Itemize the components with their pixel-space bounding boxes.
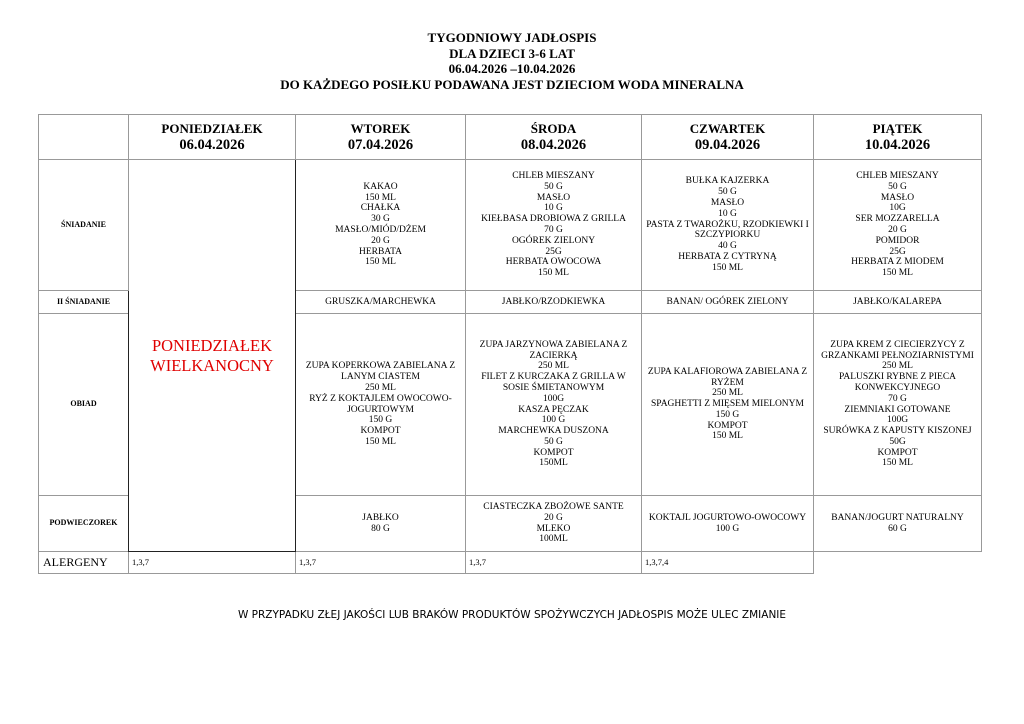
- menu-line: 50 G: [544, 436, 563, 447]
- day-header-tuesday: WTOREK 07.04.2026: [296, 115, 466, 160]
- menu-line: ZUPA JARZYNOWA ZABIELANA Z ZACIERKĄ: [479, 339, 628, 361]
- menu-audience: DLA DZIECI 3-6 LAT: [449, 45, 575, 61]
- menu-line: ZIEMNIAKI GOTOWANE: [844, 404, 951, 415]
- snack-thursday: [642, 496, 814, 552]
- menu-line: PASTA Z TWAROŻKU, RZODKIEWKI I SZCZYPIORKU: [646, 219, 809, 241]
- second-breakfast-thursday: BANAN/ OGÓREK ZIELONY: [642, 291, 814, 314]
- menu-line: BUŁKA KAJZERKA: [685, 176, 770, 187]
- lunch-wednesday: [466, 314, 642, 496]
- menu-line: 250 ML: [882, 361, 913, 372]
- snack-tuesday: [296, 496, 466, 552]
- menu-line: PALUSZKI RYBNE Z PIECA KONWEKCYJNEGO: [838, 372, 957, 393]
- menu-line: ZUPA KALAFIOROWA ZABIELANA Z RYŻEM: [647, 366, 808, 388]
- menu-line: 50 G: [888, 181, 907, 192]
- meal-label-second-breakfast: II ŚNIADANIE: [39, 291, 129, 314]
- breakfast-wednesday: [466, 160, 642, 291]
- menu-dates: 06.04.2026 –10.04.2026: [448, 61, 576, 76]
- water-note: DO KAŻDEGO POSIŁKU PODAWANA JEST DZIECIOM WODA MINERALNA: [280, 76, 744, 92]
- menu-line: 250 ML: [712, 388, 743, 399]
- meal-label-lunch: OBIAD: [39, 314, 129, 496]
- menu-line: BANAN/JOGURT NATURALNY: [831, 512, 964, 523]
- menu-line: JABŁKO: [362, 512, 399, 523]
- menu-line: 250 ML: [538, 361, 569, 372]
- menu-line: MASŁO: [880, 192, 915, 203]
- menu-line: 30 G: [371, 214, 390, 225]
- day-header-monday: PONIEDZIAŁEK 06.04.2026: [129, 115, 296, 160]
- allergens-thursday: 1,3,7: [466, 552, 642, 574]
- menu-line: 100G: [542, 393, 565, 404]
- meal-label-breakfast: ŚNIADANIE: [39, 160, 129, 291]
- menu-line: 70 G: [544, 225, 563, 235]
- menu-line: KOMPOT: [707, 420, 748, 431]
- menu-line: HERBATA OWOCOWA: [505, 257, 602, 268]
- menu-line: 150 ML: [712, 262, 743, 273]
- menu-line: 50 G: [718, 187, 737, 198]
- menu-line: 150 ML: [712, 431, 743, 442]
- menu-line: 10 G: [544, 203, 563, 214]
- menu-line: CHLEB MIESZANY: [512, 171, 595, 182]
- menu-line: ZUPA KOPERKOWA ZABIELANA Z LANYM CIASTEM: [305, 361, 456, 383]
- breakfast-tuesday: [296, 160, 466, 291]
- menu-line: RYŻ Z KOKTAJLEM OWOCOWO-JOGURTOWYM: [309, 393, 452, 415]
- menu-line: CHAŁKA: [360, 203, 401, 214]
- menu-line: 100 G: [715, 523, 740, 534]
- menu-table: [38, 114, 982, 574]
- allergens-friday: 1,3,7,4: [642, 552, 814, 574]
- menu-line: 150 ML: [882, 458, 913, 469]
- menu-line: 150 ML: [538, 268, 569, 279]
- menu-line: 100ML: [539, 534, 568, 545]
- menu-line: ZUPA KREM Z CIECIERZYCY Z GRZANKAMI PEŁNOZIARNISTYMI: [821, 339, 974, 361]
- menu-line: MASŁO: [710, 198, 745, 208]
- second-breakfast-wednesday: JABŁKO/RZODKIEWKA: [466, 291, 642, 314]
- menu-line: HERBATA Z MIODEM: [851, 257, 944, 268]
- menu-line: KASZA PĘCZAK: [518, 404, 589, 415]
- menu-line: KOKTAJL JOGURTOWO-OWOCOWY: [648, 512, 807, 523]
- menu-line: CHLEB MIESZANY: [856, 171, 939, 182]
- breakfast-thursday: [642, 160, 814, 291]
- allergens-row: [39, 552, 982, 574]
- menu-line: 40 G: [718, 241, 737, 252]
- allergens-wednesday: 1,3,7: [296, 552, 466, 574]
- corner-cell: [39, 115, 129, 160]
- menu-line: SER MOZZARELLA: [855, 214, 940, 225]
- menu-line: 100 G: [541, 415, 566, 426]
- menu-header: [0, 30, 1024, 92]
- menu-line: 80 G: [371, 523, 390, 534]
- menu-line: 150 ML: [882, 268, 913, 279]
- menu-line: 150ML: [539, 458, 568, 469]
- menu-line: 150 ML: [365, 192, 396, 203]
- menu-line: HERBATA: [358, 246, 403, 257]
- menu-line: 150 G: [368, 415, 393, 426]
- menu-line: 50 G: [544, 181, 563, 192]
- menu-line: POMIDOR: [875, 235, 920, 246]
- menu-line: 10 G: [718, 208, 737, 219]
- snack-friday: [814, 496, 982, 552]
- easter-monday-cell: PONIEDZIAŁEK WIELKANOCNY: [129, 160, 296, 552]
- menu-line: 50G: [889, 436, 906, 447]
- meal-label-snack: PODWIECZOREK: [39, 496, 129, 552]
- menu-line: OGÓREK ZIELONY: [511, 235, 596, 246]
- menu-line: KOMPOT: [877, 447, 918, 458]
- menu-line: HERBATA Z CYTRYNĄ: [678, 251, 777, 262]
- menu-title: TYGODNIOWY JADŁOSPIS: [427, 30, 597, 45]
- menu-line: 150 ML: [365, 436, 396, 447]
- menu-line: 60 G: [888, 523, 907, 534]
- menu-line: MASŁO: [536, 192, 571, 203]
- snack-wednesday: [466, 496, 642, 552]
- menu-line: 150 ML: [365, 257, 396, 268]
- days-header-row: [39, 115, 982, 160]
- menu-line: 10G: [889, 203, 906, 214]
- day-header-thursday: CZWARTEK 09.04.2026: [642, 115, 814, 160]
- allergens-tuesday: 1,3,7: [129, 552, 296, 574]
- menu-line: MLEKO: [536, 523, 571, 534]
- menu-line: 25G: [889, 246, 906, 257]
- menu-line: KOMPOT: [533, 447, 574, 458]
- lunch-tuesday: [296, 314, 466, 496]
- allergens-label: ALERGENY: [39, 552, 129, 574]
- menu-line: 20 G: [371, 235, 390, 246]
- day-header-wednesday: ŚRODA 08.04.2026: [466, 115, 642, 160]
- menu-line: SURÓWKA Z KAPUSTY KISZONEJ: [823, 426, 972, 437]
- menu-line: 100G: [886, 415, 909, 426]
- breakfast-row: [39, 160, 982, 291]
- menu-line: 20 G: [544, 512, 563, 523]
- menu-line: CIASTECZKA ZBOŻOWE SANTE: [483, 501, 624, 512]
- menu-line: MARCHEWKA DUSZONA: [498, 426, 609, 437]
- menu-footer-note: W PRZYPADKU ZŁEJ JAKOŚCI LUB BRAKÓW PRODUKTÓW SPOŻYWCZYCH JADŁOSPIS MOŻE ULEC ZMIANIE: [237, 609, 787, 621]
- menu-line: KAKAO: [363, 181, 398, 192]
- menu-line: 20 G: [888, 225, 907, 235]
- lunch-friday: [814, 314, 982, 496]
- lunch-thursday: [642, 314, 814, 496]
- menu-line: SPAGHETTI Z MIĘSEM MIELONYM: [651, 399, 804, 410]
- menu-line: 70 G: [888, 393, 907, 404]
- day-header-friday: PIĄTEK 10.04.2026: [814, 115, 982, 160]
- menu-line: FILET Z KURCZAKA Z GRILLA W SOSIE ŚMIETANOWYM: [481, 372, 626, 393]
- menu-line: KOMPOT: [360, 426, 401, 437]
- breakfast-friday: [814, 160, 982, 291]
- menu-line: 25G: [545, 246, 562, 257]
- second-breakfast-tuesday: GRUSZKA/MARCHEWKA: [296, 291, 466, 314]
- menu-line: 250 ML: [365, 382, 396, 393]
- menu-line: MASŁO/MIÓD/DŻEM: [335, 225, 426, 235]
- menu-line: 150 G: [715, 409, 740, 420]
- menu-line: KIEŁBASA DROBIOWA Z GRILLA: [481, 214, 626, 225]
- second-breakfast-friday: JABŁKO/KALAREPA: [814, 291, 982, 314]
